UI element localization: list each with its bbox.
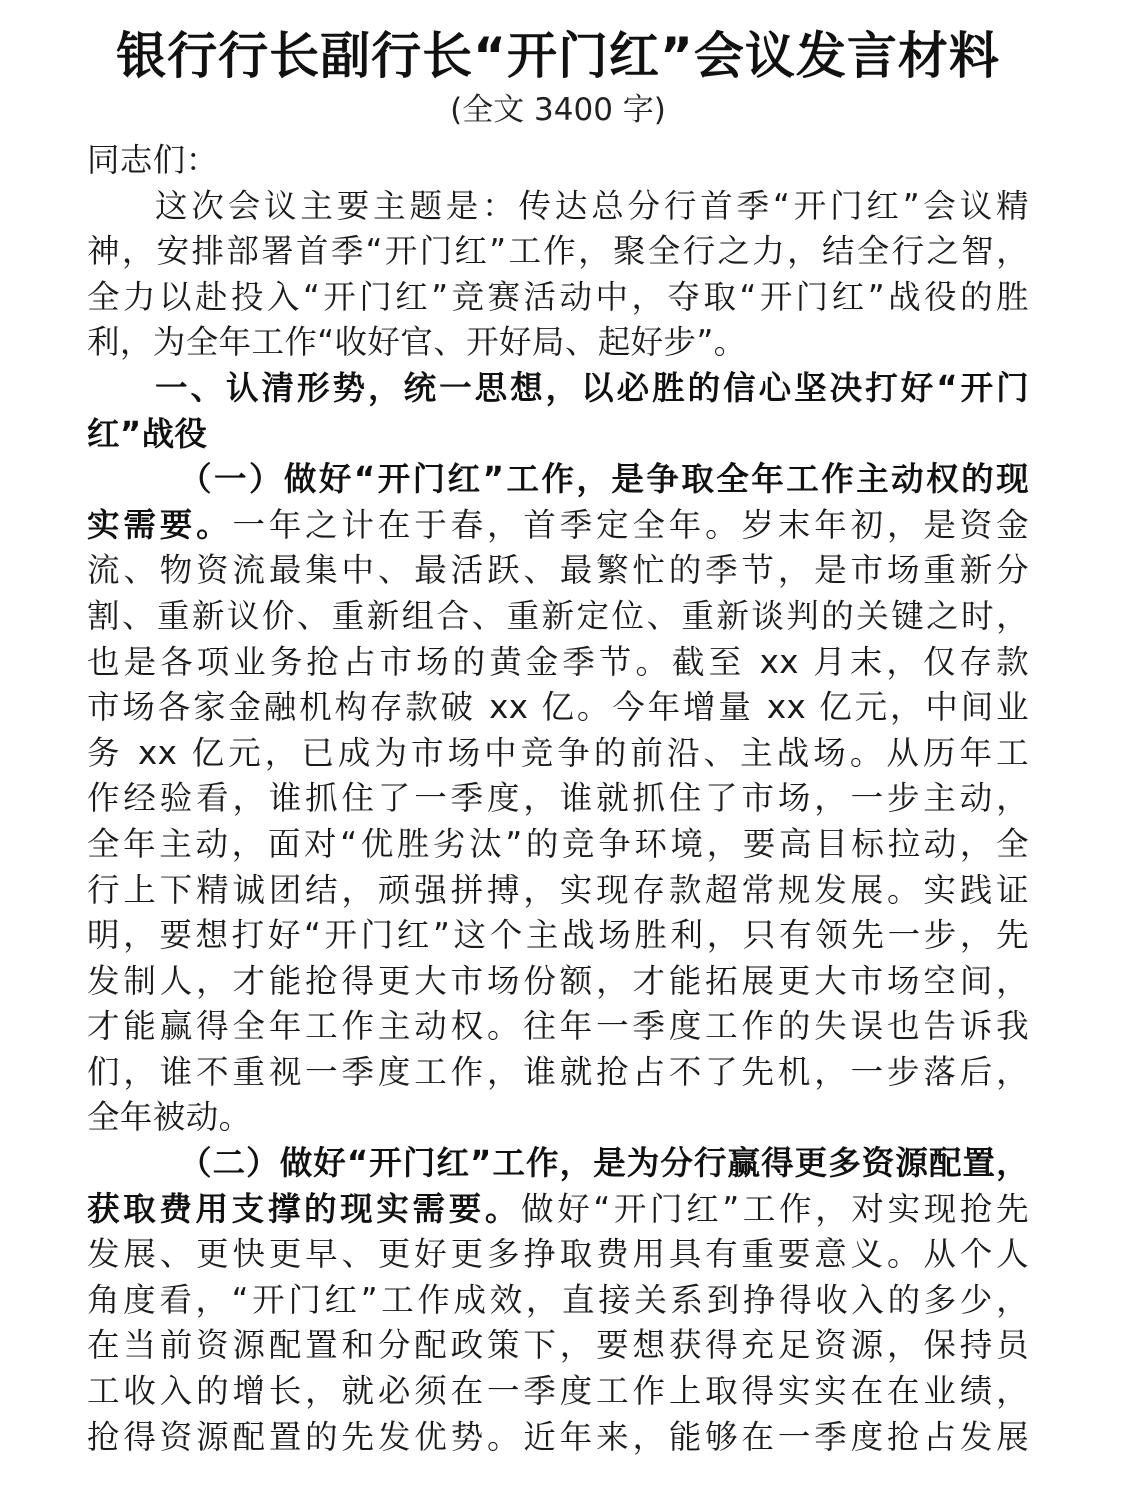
text-line [87, 1050, 1029, 1096]
body-text: 也是各项业务抢占市场的黄金季节。截至 xx 月末，仅存款 [87, 642, 1029, 681]
document-title: 银行行长副行长“开门红”会议发言材料 [116, 27, 1000, 85]
text-line [87, 320, 1029, 366]
text-line [87, 1232, 1029, 1278]
text-line [87, 822, 1029, 868]
text-line [87, 275, 1029, 321]
text-line [87, 1278, 1029, 1324]
document-body [87, 138, 1029, 1460]
text-line [87, 959, 1029, 1005]
text-line [87, 548, 1029, 594]
text-line [87, 776, 1029, 822]
body-text: 作经验看，谁抓住了一季度，谁就抓住了市场，一步主动， [87, 779, 1029, 818]
bold-text: 实需要。 [87, 505, 233, 544]
document-subtitle: (全文 3400 字) [450, 92, 666, 128]
body-text: 发制人，才能抢得更大市场份额，才能拓展更大市场空间， [87, 961, 1029, 1000]
body-text: 神，安排部署首季“开门红”工作，聚全行之力，结全行之智， [87, 232, 1029, 271]
body-text: 们，谁不重视一季度工作，谁就抢占不了先机，一步落后， [87, 1052, 1029, 1091]
text-line [87, 184, 1029, 230]
heading-line [87, 1141, 1029, 1187]
body-text: 抢得资源配置的先发优势。近年来，能够在一季度抢占发展 [87, 1417, 1029, 1456]
bold-text: 获取费用支撑的现实需要。 [87, 1189, 522, 1228]
body-text: 发展、更快更早、更好更多挣取费用具有重要意义。从个人 [87, 1235, 1029, 1274]
body-text: 行上下精诚团结，顽强拼搏，实现存款超常规发展。实践证 [87, 870, 1029, 909]
text-line [87, 1095, 1029, 1141]
body-text: 务 xx 亿元，已成为市场中竞争的前沿、主战场。从历年工 [87, 733, 1029, 772]
text-line [87, 685, 1029, 731]
body-text: 在当前资源配置和分配政策下，要想获得充足资源，保持员 [87, 1326, 1029, 1365]
salutation: 同志们： [87, 141, 219, 179]
bold-text: 红”战役 [87, 414, 208, 453]
text-line [87, 229, 1029, 275]
body-text: 利，为全年工作“收好官、开好局、起好步”。 [87, 323, 747, 362]
text-line [87, 913, 1029, 959]
text-line [87, 868, 1029, 914]
body-text: 角度看，“开门红”工作成效，直接关系到挣得收入的多少， [87, 1280, 1029, 1319]
body-text: 明，要想打好“开门红”这个主战场胜利，只有领先一步，先 [87, 916, 1029, 955]
body-text: 一年之计在于春，首季定全年。岁末年初，是资金 [232, 505, 1029, 544]
text-line [87, 1323, 1029, 1369]
body-text: 这次会议主要主题是：传达总分行首季“开门红”会议精 [155, 186, 1029, 225]
text-line [87, 503, 1029, 549]
text-line [87, 594, 1029, 640]
heading-line [87, 366, 1029, 412]
body-text: 全力以赴投入“开门红”竞赛活动中，夺取“开门红”战役的胜 [87, 277, 1029, 316]
paragraph-lines [87, 184, 1029, 1461]
text-line [87, 1369, 1029, 1415]
bold-text: （二）做好“开门红”工作，是为分行赢得更多资源配置， [179, 1144, 1029, 1183]
text-line [87, 1415, 1029, 1461]
text-line [87, 731, 1029, 777]
body-text: 才能赢得全年工作主动权。往年一季度工作的失误也告诉我 [87, 1007, 1029, 1046]
body-text: 做好“开门红”工作，对实现抢先 [521, 1189, 1029, 1228]
bold-text: （一）做好“开门红”工作，是争取全年工作主动权的现 [179, 460, 1029, 499]
bold-text: 一、认清形势，统一思想，以必胜的信心坚决打好“开门 [155, 368, 1029, 407]
text-line [87, 640, 1029, 686]
text-line [87, 1187, 1029, 1233]
text-line [87, 1004, 1029, 1050]
heading-line [87, 457, 1029, 503]
body-text: 全年主动，面对“优胜劣汰”的竞争环境，要高目标拉动，全 [87, 824, 1029, 863]
body-text: 全年被动。 [87, 1098, 252, 1137]
body-text: 流、物资流最集中、最活跃、最繁忙的季节，是市场重新分 [87, 551, 1029, 590]
body-text: 市场各家金融机构存款破 xx 亿。今年增量 xx 亿元，中间业 [87, 688, 1029, 727]
heading-line [87, 412, 1029, 458]
body-text: 割、重新议价、重新组合、重新定位、重新谈判的关键之时， [87, 596, 1029, 635]
body-text: 工收入的增长，就必须在一季度工作上取得实实在在业绩， [87, 1372, 1029, 1411]
